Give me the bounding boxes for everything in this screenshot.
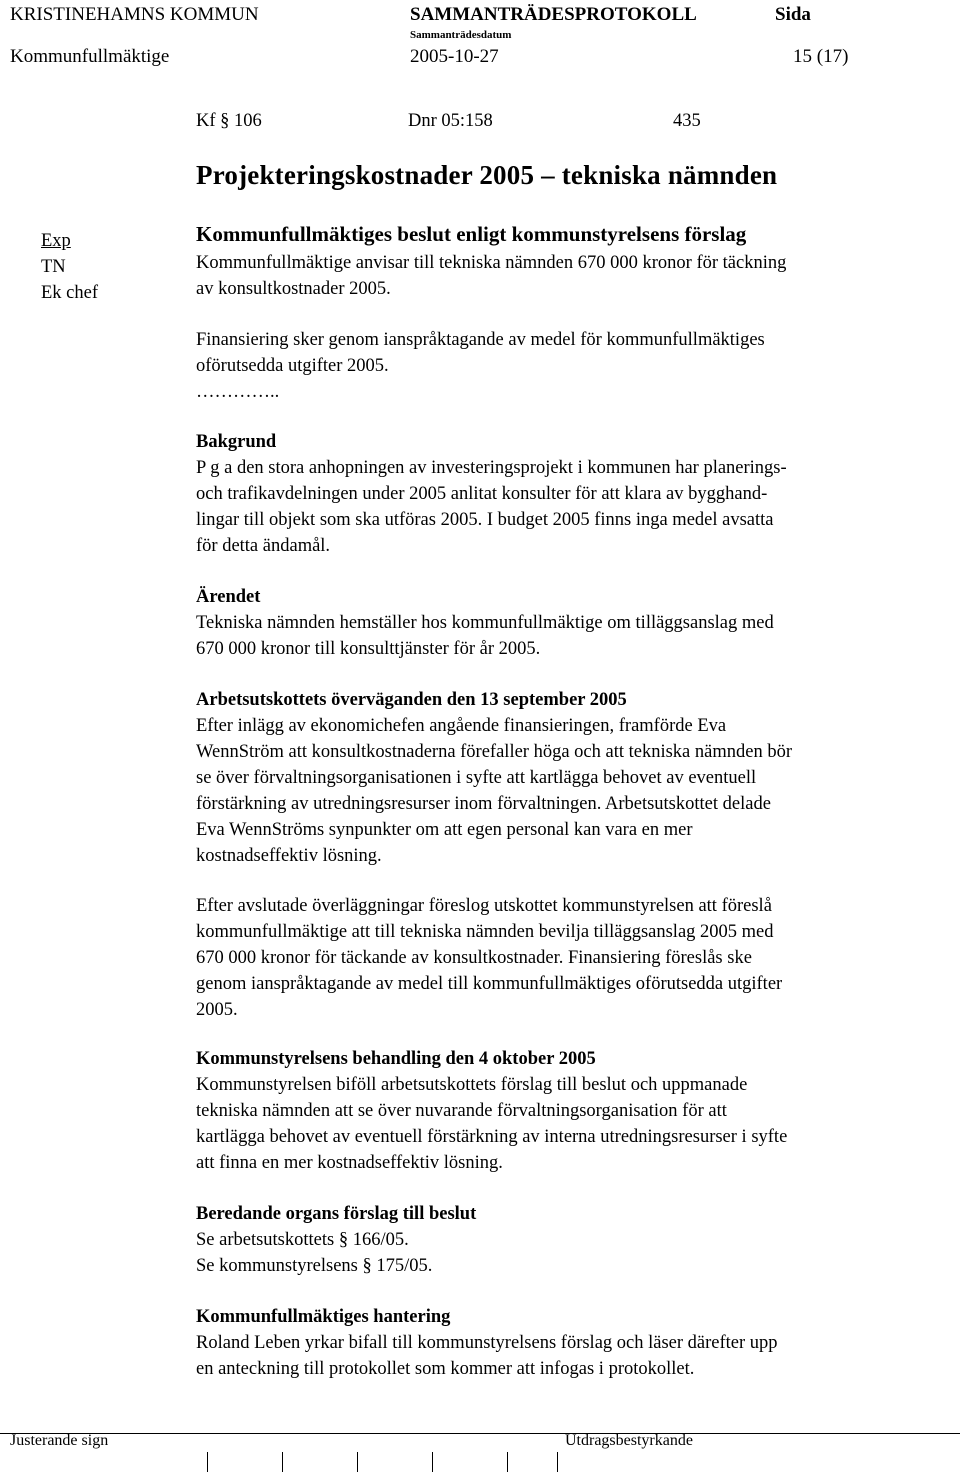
decision-line: Kommunfullmäktige anvisar till tekniska nämnden 670 000 kronor för täckning bbox=[196, 253, 787, 273]
signature-box-divider bbox=[282, 1452, 283, 1472]
page-title: Projekteringskostnader 2005 – tekniska nämnden bbox=[196, 160, 778, 190]
hantering-line: en anteckning till protokollet som kommer att infogas i protokollet. bbox=[196, 1359, 695, 1379]
utdragsbestyrkande: Utdragsbestyrkande bbox=[565, 1432, 693, 1449]
au-proposal-line: 2005. bbox=[196, 1000, 238, 1020]
arendet-line: 670 000 kronor till konsulttjänster för år 2005. bbox=[196, 639, 541, 659]
margin-ek-chef: Ek chef bbox=[41, 283, 99, 303]
margin-tn: TN bbox=[41, 257, 66, 277]
meeting-date: 2005-10-27 bbox=[410, 46, 499, 67]
au-proposal-line: kommunfullmäktige att till tekniska nämnden bevilja tilläggsanslag 2005 med bbox=[196, 922, 774, 942]
ks-heading: Kommunstyrelsens behandling den 4 oktober 2005 bbox=[196, 1049, 596, 1069]
financing-line: oförutsedda utgifter 2005. bbox=[196, 356, 389, 376]
ref-number: 435 bbox=[673, 111, 701, 131]
ks-line: tekniska nämnden att se över nuvarande förvaltningsorganisation för att bbox=[196, 1101, 727, 1121]
au-line: förstärkning av utredningsresurser inom förvaltningen. Arbetsutskottet delade bbox=[196, 794, 771, 814]
au-proposal-line: genom ianspråktagande av medel till kommunfullmäktiges oförutsedda utgifter bbox=[196, 974, 783, 994]
au-line: kostnadseffektiv lösning. bbox=[196, 846, 382, 866]
arendet-section bbox=[196, 584, 926, 662]
justerande-sign: Justerande sign bbox=[10, 1432, 109, 1449]
financing-line: Finansiering sker genom ianspråktagande av medel för kommunfullmäktiges bbox=[196, 330, 765, 350]
signature-box-divider bbox=[432, 1452, 433, 1472]
financing-text bbox=[196, 327, 926, 405]
dnr: Dnr 05:158 bbox=[408, 111, 493, 131]
arendet-heading: Ärendet bbox=[196, 587, 261, 607]
signature-box-divider bbox=[357, 1452, 358, 1472]
separator-dots: ………….. bbox=[196, 382, 280, 402]
signature-box-divider bbox=[207, 1452, 208, 1472]
hantering-heading: Kommunfullmäktiges hantering bbox=[196, 1307, 451, 1327]
decision-text bbox=[196, 250, 926, 302]
decision-heading: Kommunfullmäktiges beslut enligt kommunstyrelsens förslag bbox=[196, 222, 747, 246]
au-line: Eva WennStröms synpunkter om att egen personal kan vara en mer bbox=[196, 820, 693, 840]
beredande-line: Se kommunstyrelsens § 175/05. bbox=[196, 1256, 433, 1276]
ks-line: Kommunstyrelsen biföll arbetsutskottets förslag till beslut och uppmanade bbox=[196, 1075, 748, 1095]
au-proposal-line: 670 000 kronor för täckande av konsultkostnader. Finansiering föreslås ske bbox=[196, 948, 752, 968]
ks-section bbox=[196, 1046, 926, 1176]
bakgrund-line: för detta ändamål. bbox=[196, 536, 331, 556]
ks-line: kartlägga behovet av eventuell förstärkning av interna utredningsresurser i syfte bbox=[196, 1127, 788, 1147]
beredande-line: Se arbetsutskottets § 166/05. bbox=[196, 1230, 409, 1250]
paragraph-ref: Kf § 106 bbox=[196, 111, 262, 131]
au-line: Efter inlägg av ekonomichefen angående finansieringen, framförde Eva bbox=[196, 716, 727, 736]
ks-line: att finna en mer kostnadseffektiv lösning. bbox=[196, 1153, 503, 1173]
bakgrund-line: P g a den stora anhopningen av investeringsprojekt i kommunen har planerings- bbox=[196, 458, 787, 478]
bakgrund-section bbox=[196, 429, 926, 559]
bakgrund-line: och trafikavdelningen under 2005 anlitat konsulter för att klara av bygghand- bbox=[196, 484, 768, 504]
au-proposal bbox=[196, 893, 926, 1023]
org-name: KRISTINEHAMNS KOMMUN bbox=[10, 4, 259, 25]
date-label: Sammanträdesdatum bbox=[410, 29, 512, 41]
bakgrund-heading: Bakgrund bbox=[196, 432, 277, 452]
hantering-section bbox=[196, 1304, 926, 1382]
doc-type: SAMMANTRÄDESPROTOKOLL bbox=[410, 4, 697, 25]
beredande-heading: Beredande organs förslag till beslut bbox=[196, 1204, 477, 1224]
hantering-line: Roland Leben yrkar bifall till kommunstyrelsens förslag och läser därefter upp bbox=[196, 1333, 778, 1353]
page-number: 15 (17) bbox=[793, 46, 849, 67]
arendet-line: Tekniska nämnden hemställer hos kommunfullmäktige om tilläggsanslag med bbox=[196, 613, 774, 633]
au-line: WennStröm att konsultkostnaderna förefaller höga och att tekniska nämnden bör bbox=[196, 742, 792, 762]
page-label: Sida bbox=[775, 4, 811, 25]
au-proposal-line: Efter avslutade överläggningar föreslog utskottet kommunstyrelsen att föreslå bbox=[196, 896, 772, 916]
decision-line: av konsultkostnader 2005. bbox=[196, 279, 391, 299]
au-section bbox=[196, 687, 926, 869]
meeting-body: Kommunfullmäktige bbox=[10, 46, 170, 67]
footer-divider bbox=[0, 1433, 960, 1434]
margin-exp: Exp bbox=[41, 231, 71, 251]
au-line: se över förvaltningsorganisationen i syfte att kartlägga behovet av eventuell bbox=[196, 768, 757, 788]
au-heading: Arbetsutskottets överväganden den 13 september 2005 bbox=[196, 690, 627, 710]
beredande-section bbox=[196, 1201, 926, 1279]
signature-box-divider bbox=[507, 1452, 508, 1472]
signature-box-divider bbox=[557, 1452, 558, 1472]
bakgrund-line: lingar till objekt som ska utföras 2005. I budget 2005 finns inga medel avsatta bbox=[196, 510, 774, 530]
